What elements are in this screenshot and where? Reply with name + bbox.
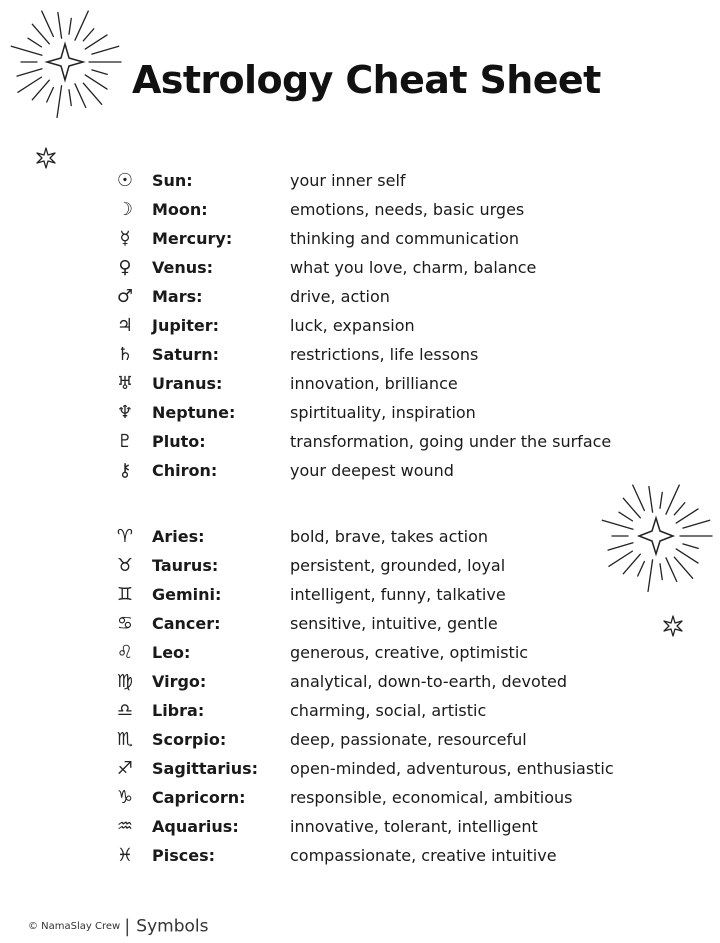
planet-row	[112, 224, 692, 253]
sign-symbol-icon: ♑	[116, 787, 134, 808]
planet-meaning: your inner self	[290, 171, 406, 190]
planet-row	[112, 282, 692, 311]
sign-row	[112, 667, 692, 696]
sign-meaning: bold, brave, takes action	[290, 527, 489, 546]
planet-name: Saturn:	[152, 345, 220, 364]
planet-row	[112, 195, 692, 224]
sign-name: Gemini:	[152, 585, 222, 604]
planet-name: Mars:	[152, 287, 203, 306]
planet-symbol-icon: ♅	[116, 373, 134, 394]
planet-symbol-icon: ♀	[118, 257, 132, 278]
planet-row	[112, 398, 692, 427]
planet-meaning: emotions, needs, basic urges	[290, 200, 525, 219]
starburst-icon	[6, 6, 124, 118]
planet-meaning: spirtituality, inspiration	[290, 403, 476, 422]
sign-symbol-icon: ♍	[116, 671, 134, 692]
planet-meaning: what you love, charm, balance	[290, 258, 537, 277]
planet-symbol-icon: ☿	[119, 228, 131, 249]
sign-meaning: open-minded, adventurous, enthusiastic	[290, 759, 614, 778]
sign-symbol-icon: ♐	[116, 758, 134, 779]
sign-name: Scorpio:	[152, 730, 227, 749]
planet-row	[112, 311, 692, 340]
sign-symbol-icon: ♉	[116, 555, 134, 576]
sign-meaning: charming, social, artistic	[290, 701, 487, 720]
sign-meaning: deep, passionate, resourceful	[290, 730, 527, 749]
planet-symbol-icon: ♄	[116, 344, 134, 365]
sign-symbol-icon: ♓	[116, 845, 134, 866]
sign-meaning: innovative, tolerant, intelligent	[290, 817, 538, 836]
planet-name: Uranus:	[152, 374, 223, 393]
sign-name: Cancer:	[152, 614, 221, 633]
small-star-icon	[34, 146, 58, 170]
sign-row	[112, 638, 692, 667]
planet-name: Chiron:	[152, 461, 218, 480]
planet-symbol-icon: ♃	[116, 315, 134, 336]
sign-row	[112, 725, 692, 754]
sign-row	[112, 580, 692, 609]
sign-name: Capricorn:	[152, 788, 246, 807]
page-title: Astrology Cheat Sheet	[132, 58, 601, 102]
sign-meaning: responsible, economical, ambitious	[290, 788, 573, 807]
planets-list	[112, 166, 692, 485]
zodiac-signs-list	[112, 522, 692, 870]
sign-name: Aries:	[152, 527, 205, 546]
sign-symbol-icon: ♒	[116, 816, 134, 837]
footer-separator: |	[124, 916, 131, 937]
planet-meaning: your deepest wound	[290, 461, 454, 480]
sign-symbol-icon: ♈	[116, 526, 134, 547]
planet-symbol-icon: ☉	[116, 170, 134, 191]
planet-name: Neptune:	[152, 403, 236, 422]
planet-row	[112, 340, 692, 369]
sign-row	[112, 783, 692, 812]
sign-row	[112, 609, 692, 638]
sign-meaning: intelligent, funny, talkative	[290, 585, 506, 604]
planet-symbol-icon: ⚷	[118, 460, 132, 481]
sign-name: Virgo:	[152, 672, 207, 691]
sign-symbol-icon: ♏	[116, 729, 134, 750]
sign-row	[112, 841, 692, 870]
sign-row	[112, 551, 692, 580]
sign-name: Libra:	[152, 701, 205, 720]
planet-meaning: drive, action	[290, 287, 390, 306]
planet-meaning: restrictions, life lessons	[290, 345, 479, 364]
sign-name: Taurus:	[152, 556, 219, 575]
planet-name: Moon:	[152, 200, 208, 219]
planet-name: Sun:	[152, 171, 193, 190]
planet-meaning: innovation, brilliance	[290, 374, 458, 393]
footer	[28, 916, 208, 937]
sign-meaning: persistent, grounded, loyal	[290, 556, 506, 575]
planet-symbol-icon: ♂	[116, 286, 134, 307]
sign-meaning: sensitive, intuitive, gentle	[290, 614, 498, 633]
planet-name: Pluto:	[152, 432, 206, 451]
sign-symbol-icon: ♋	[116, 613, 134, 634]
copyright-text: © NamaSlay Crew	[28, 921, 121, 932]
planet-symbol-icon: ♇	[116, 431, 134, 452]
sign-symbol-icon: ♌	[116, 642, 134, 663]
planet-symbol-icon: ☽	[116, 199, 134, 220]
planet-row	[112, 253, 692, 282]
planet-meaning: transformation, going under the surface	[290, 432, 612, 451]
sign-meaning: generous, creative, optimistic	[290, 643, 529, 662]
planet-symbol-icon: ♆	[116, 402, 134, 423]
sign-name: Leo:	[152, 643, 191, 662]
footer-label: Symbols	[136, 916, 209, 937]
sign-name: Sagittarius:	[152, 759, 259, 778]
sign-row	[112, 522, 692, 551]
sign-meaning: analytical, down-to-earth, devoted	[290, 672, 568, 691]
planet-name: Mercury:	[152, 229, 233, 248]
planet-meaning: thinking and communication	[290, 229, 520, 248]
planet-row	[112, 427, 692, 456]
planet-meaning: luck, expansion	[290, 316, 415, 335]
planet-name: Jupiter:	[152, 316, 220, 335]
planet-row	[112, 166, 692, 195]
sign-row	[112, 812, 692, 841]
sign-symbol-icon: ♎	[116, 700, 134, 721]
planet-name: Venus:	[152, 258, 214, 277]
sign-row	[112, 754, 692, 783]
sign-name: Aquarius:	[152, 817, 239, 836]
sign-meaning: compassionate, creative intuitive	[290, 846, 557, 865]
planet-row	[112, 456, 692, 485]
sign-row	[112, 696, 692, 725]
sign-symbol-icon: ♊	[116, 584, 134, 605]
sign-name: Pisces:	[152, 846, 215, 865]
planet-row	[112, 369, 692, 398]
